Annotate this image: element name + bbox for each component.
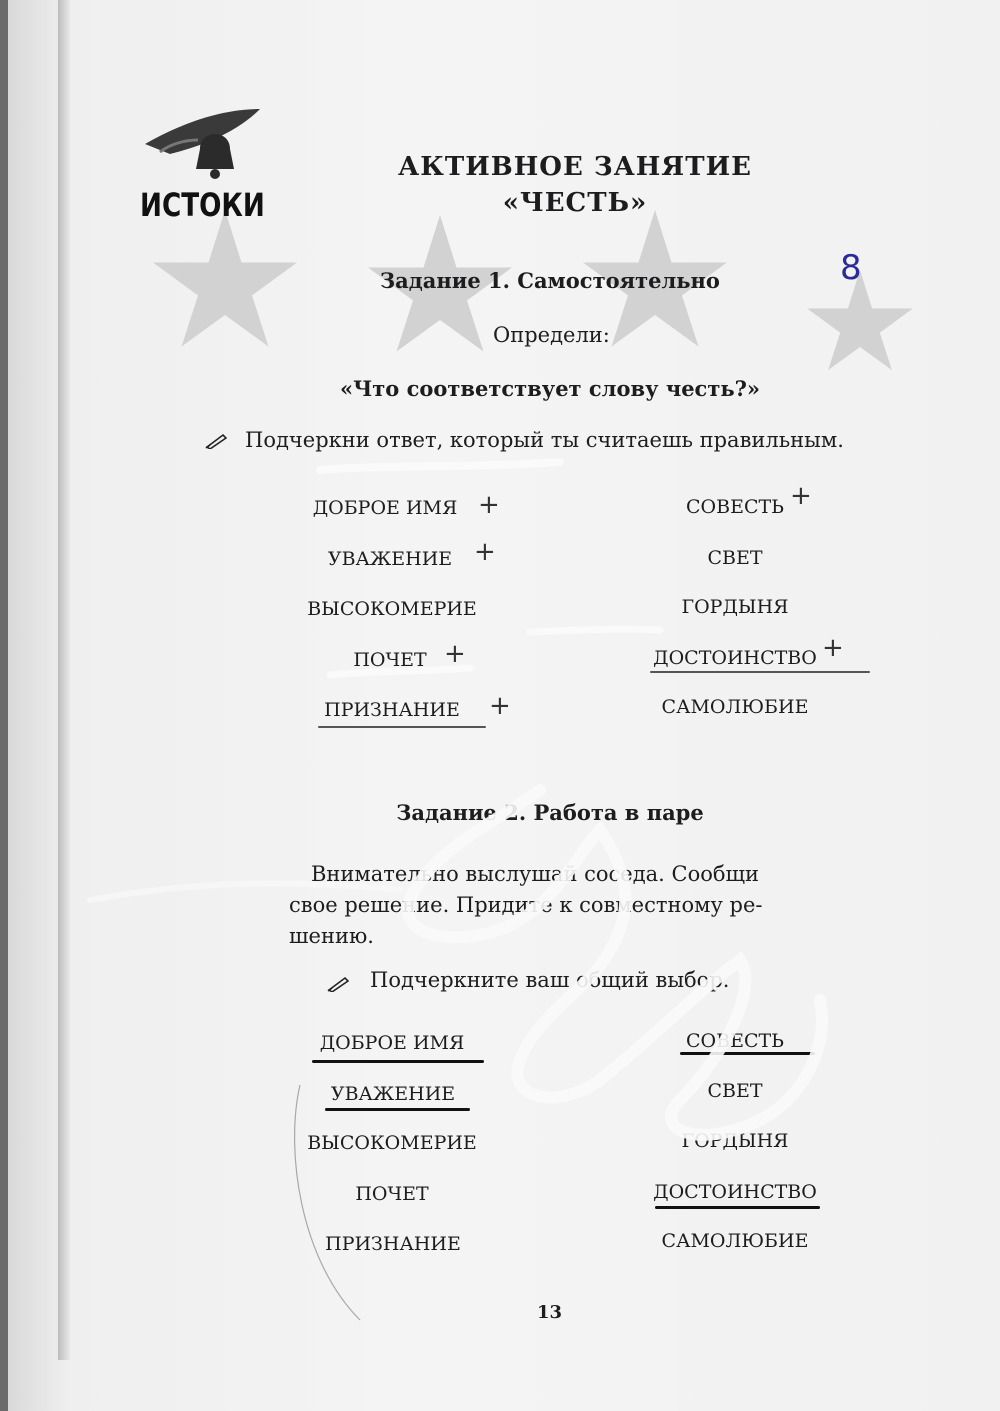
plus-mark: +	[444, 639, 466, 669]
task1-word: СОВЕСТЬ	[686, 496, 784, 518]
task1-word: СВЕТ	[707, 547, 763, 569]
task1-define: Определи:	[493, 323, 610, 347]
task1-word: ВЫСОКОМЕРИЕ	[307, 598, 477, 620]
task2-word: ДОБРОЕ ИМЯ	[319, 1032, 465, 1054]
plus-mark: +	[478, 490, 500, 520]
task1-word: УВАЖЕНИЕ	[327, 548, 453, 570]
plus-mark: +	[822, 633, 844, 663]
task2-word: ПРИЗНАНИЕ	[325, 1233, 461, 1255]
task1-word: САМОЛЮБИЕ	[661, 696, 809, 718]
task2-word: ГОРДЫНЯ	[681, 1130, 789, 1152]
task2-text: свое решение. Придите к совместному ре-	[289, 893, 763, 917]
task1-heading: Задание 1. Самостоятельно	[380, 268, 720, 293]
task2-word: СВЕТ	[707, 1080, 763, 1102]
plus-mark: +	[489, 691, 511, 721]
task2-word: ВЫСОКОМЕРИЕ	[307, 1132, 477, 1154]
task1-question: «Что соответствует слову честь?»	[339, 376, 761, 401]
task2-instruction: Подчеркните ваш общий выбор.	[370, 968, 730, 992]
task2-heading: Задание 2. Работа в паре	[396, 800, 704, 825]
task1-word: ДОБРОЕ ИМЯ	[312, 497, 458, 519]
task2-text: Внимательно выслушай соседа. Сообщи	[311, 862, 760, 886]
task2-word: САМОЛЮБИЕ	[661, 1230, 809, 1252]
page-subtitle: «ЧЕСТЬ»	[502, 188, 648, 218]
page-title: АКТИВНОЕ ЗАНЯТИЕ	[398, 152, 752, 182]
handwritten-mark: 8	[840, 248, 862, 288]
plus-mark: +	[474, 537, 496, 567]
task2-word: ДОСТОИНСТВО	[653, 1181, 817, 1203]
task1-word: ГОРДЫНЯ	[681, 596, 789, 618]
task1-word: ДОСТОИНСТВО	[653, 647, 817, 669]
logo-text: ИСТОКИ	[140, 186, 265, 224]
page-number: 13	[537, 1302, 563, 1323]
task1-instruction: Подчеркни ответ, который ты считаешь правильным.	[245, 428, 844, 452]
task2-text: шению.	[289, 924, 374, 948]
task1-word: ПРИЗНАНИЕ	[324, 699, 460, 721]
plus-mark: +	[790, 481, 812, 511]
task2-word: СОВЕСТЬ	[686, 1030, 784, 1052]
task2-word: ПОЧЕТ	[355, 1183, 429, 1205]
task2-word: УВАЖЕНИЕ	[330, 1083, 456, 1105]
task1-word: ПОЧЕТ	[353, 649, 427, 671]
